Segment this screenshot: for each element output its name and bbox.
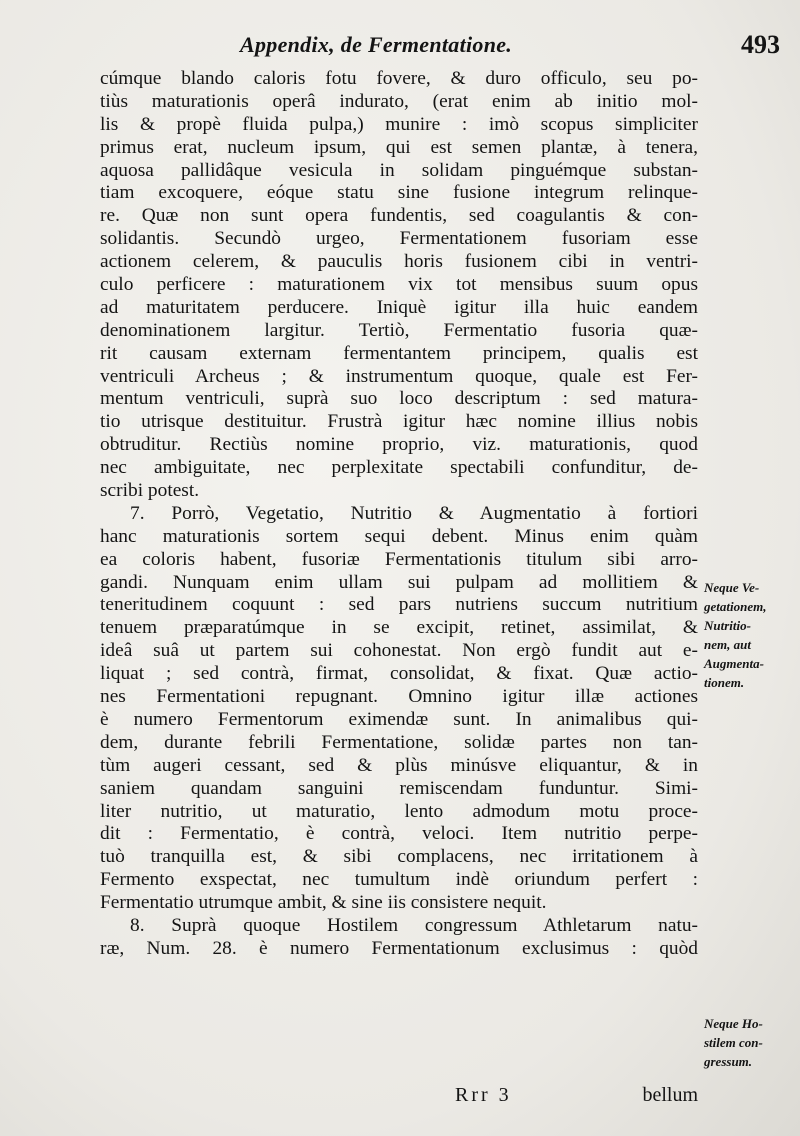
text-line: liquat ; sed contrà, firmat, consolidat, & fixat. Quæ actio-: [100, 663, 698, 685]
text-line: saniem quandam sanguini remiscendam funduntur. Simi-: [100, 777, 698, 799]
page-number: 493: [741, 30, 780, 59]
margin-note-line: Neque Ve-: [704, 580, 760, 595]
page-header: [90, 32, 780, 68]
margin-note-line: Neque Ho-: [704, 1016, 763, 1031]
text-line: è numero Fermentorum eximendæ sunt. In animalibus qui-: [100, 708, 698, 730]
running-title: Appendix, de Fermentatione.: [240, 32, 513, 57]
text-line: tuò tranquilla est, & sibi complacens, nec irritationem à: [100, 846, 698, 868]
text-line: tio utrisque destituitur. Frustrà igitur hæc nomine illius nobis: [100, 411, 698, 433]
text-line: teneritudinem coquunt : sed pars nutriens succum nutritium: [100, 594, 698, 616]
text-line: nes Fermentationi repugnant. Omnino igitur illæ actiones: [100, 686, 698, 708]
text-line: re. Quæ non sunt opera fundentis, sed coagulantis & con-: [100, 205, 698, 227]
text-line: aquosa pallidâque vesicula in solidam pinguémque substan-: [100, 159, 698, 181]
text-line: cúmque blando caloris fotu fovere, & duro officulo, seu po-: [100, 68, 698, 89]
catchword: bellum: [642, 1084, 698, 1106]
margin-note-line: stilem con-: [704, 1035, 763, 1050]
text-line: Fermento exspectat, nec tumultum indè oriundum perfert :: [100, 869, 698, 891]
text-line: liter nutritio, ut maturatio, lento admodum motu proce-: [100, 800, 698, 822]
text-line: tenuem præparatúmque in se excipit, retinet, assimilat, &: [100, 617, 698, 639]
signature-mark: Rrr 3: [455, 1084, 512, 1106]
text-line: ad maturitatem perducere. Iniquè igitur illa huic eandem: [100, 296, 698, 318]
text-line: mentum ventriculi, suprà suo loco descriptum : sed matura-: [100, 388, 698, 410]
margin-note-hostilem: [704, 1014, 796, 1071]
page-footer: [100, 1084, 698, 1114]
margin-note-line: tionem.: [704, 675, 745, 690]
text-line: obtruditur. Rectiùs nomine proprio, viz. maturationis, quod: [100, 434, 698, 456]
text-line: Fermentatio utrumque ambit, & sine iis consistere nequit.: [100, 892, 547, 914]
text-line: ventriculi Archeus ; & instrumentum quoque, quale est Fer-: [100, 365, 698, 387]
text-line: scribi potest.: [100, 480, 200, 502]
text-line: nec ambiguitate, nec perplexitate spectabili confunditur, de-: [100, 457, 698, 479]
text-line: gandi. Nunquam enim ullam sui pulpam ad mollitiem &: [100, 571, 698, 593]
paragraph-8-start: 8. Suprà quoque Hostilem congressum Athletarum natu-: [130, 914, 698, 936]
text-line: tiùs maturationis operâ indurato, (erat enim ab initio mol-: [100, 90, 698, 112]
text-line: tùm augeri cessant, sed & plùs minúsve eliquantur, & in: [100, 754, 698, 776]
text-line: dem, durante febrili Fermentatione, solidæ partes non tan-: [100, 731, 698, 753]
text-line: culo perficere : maturationem vix tot mensibus suum opus: [100, 274, 698, 296]
margin-note-line: gressum.: [704, 1054, 753, 1069]
margin-note-line: getationem,: [704, 599, 767, 614]
text-line: lis & propè fluida pulpa,) munire : imò scopus simpliciter: [100, 113, 698, 135]
text-line: rit causam externam fermentantem principem, qualis est: [100, 342, 698, 364]
paragraph-7-start: 7. Porrò, Vegetatio, Nutritio & Augmentatio à fortiori: [130, 502, 698, 524]
margin-note-line: Nutritio-: [704, 618, 751, 633]
text-line: ræ, Num. 28. è numero Fermentationum exclusimus : quòd: [100, 937, 698, 959]
text-line: denominationem largitur. Tertiò, Fermentatio fusoria quæ-: [100, 319, 698, 341]
text-line: hanc maturationis sortem sequi debent. Minus enim quàm: [100, 525, 698, 547]
text-line: primus erat, nucleum ipsum, qui est semen plantæ, à tenera,: [100, 136, 698, 158]
text-line: solidantis. Secundò urgeo, Fermentationem fusoriam esse: [100, 228, 698, 250]
body-text: [100, 68, 698, 961]
margin-note-line: Augmenta-: [704, 656, 764, 671]
text-line: tiam excoquere, eóque statu sine fusione integrum relinque-: [100, 182, 698, 204]
text-line: ea coloris habent, fusoriæ Fermentationis titulum sibi arro-: [100, 548, 698, 570]
text-line: actionem celerem, & pauculis horis fusionem cibi in ventri-: [100, 251, 698, 273]
text-line: ideâ suâ ut partem sui cohonestat. Non ergò fundit aut e-: [100, 640, 698, 662]
text-line: dit : Fermentatio, è contrà, veloci. Item nutritio perpe-: [100, 823, 698, 845]
margin-note-vegetatio: [704, 578, 796, 692]
margin-note-line: nem, aut: [704, 637, 751, 652]
